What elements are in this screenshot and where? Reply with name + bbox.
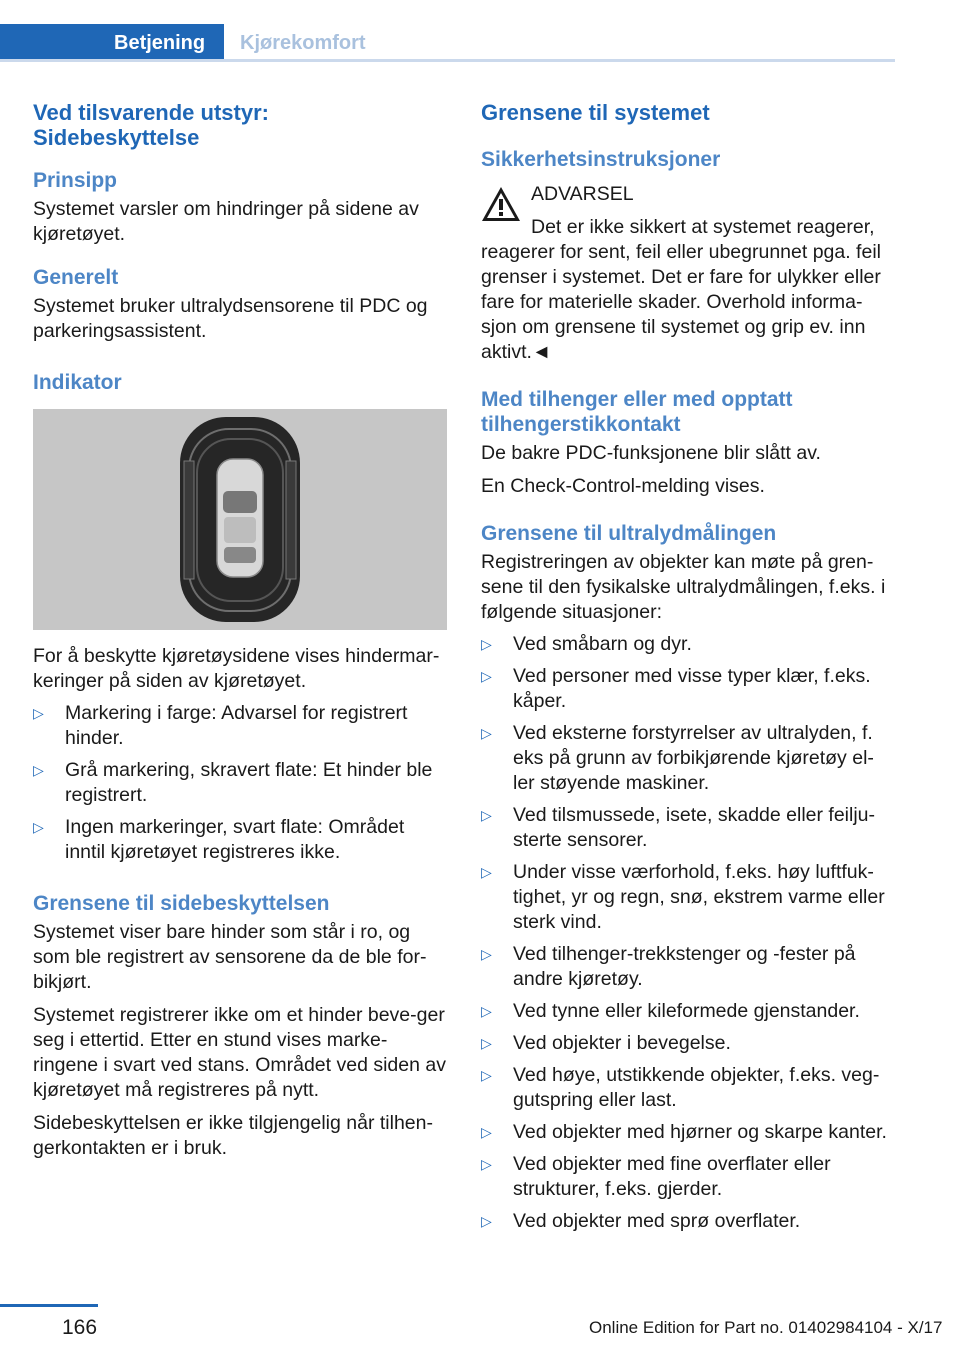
triangle-bullet-icon: ▷ xyxy=(481,725,492,741)
list-item: ▷ Ved objekter i bevegelse. xyxy=(481,1032,731,1054)
tab-betjening[interactable]: Betjening xyxy=(0,24,224,62)
triangle-bullet-icon: ▷ xyxy=(481,1213,492,1229)
text-grensene-1: Systemet viser bare hinder som står i ro, og som ble registrert av sensorene da de ble for-bikjørt. xyxy=(33,921,427,993)
list-item: ▷ Ved eksterne forstyrrelser av ultralyden, f. eks på grunn av forbikjørende kjøretøy el-ler støyende maskiner. xyxy=(481,722,874,794)
triangle-bullet-icon: ▷ xyxy=(481,946,492,962)
heading-ultralydmalingen: Grensene til ultralydmålingen xyxy=(481,522,777,545)
list-item: ▷ Ved høye, utstikkende objekter, f.eks. veg-gutspring eller last. xyxy=(481,1064,880,1111)
edition-text: Online Edition for Part no. 01402984104 - X/17 xyxy=(589,1318,943,1337)
text-tilhenger-1: De bakre PDC-funksjonene blir slått av. xyxy=(481,442,821,464)
list-item: ▷ Grå markering, skravert flate: Et hinder ble registrert. xyxy=(33,759,433,806)
list-item: ▷ Ved objekter med hjørner og skarpe kanter. xyxy=(481,1121,887,1143)
ultrasound-limits-list xyxy=(481,632,895,1234)
heading-prinsipp: Prinsipp xyxy=(33,169,118,192)
heading-grensene-sidebeskyttelsen: Grensene til sidebeskyttelsen xyxy=(33,892,330,915)
indicator-list xyxy=(33,701,447,865)
text-generelt: Systemet bruker ultralydsensorene til PDC og parkeringsassistent. xyxy=(33,295,428,342)
triangle-bullet-icon: ▷ xyxy=(481,1156,492,1172)
triangle-bullet-icon: ▷ xyxy=(481,1035,492,1051)
car-surround-graphic xyxy=(180,417,300,622)
triangle-bullet-icon: ▷ xyxy=(33,705,44,721)
triangle-bullet-icon: ▷ xyxy=(33,762,44,778)
list-item: ▷ Ved objekter med sprø overflater. xyxy=(481,1210,801,1232)
heading-generelt: Generelt xyxy=(33,266,119,289)
heading-tilhenger: Med tilhenger eller med opptatt tilhengerstikkontakt xyxy=(481,388,793,436)
heading-indikator: Indikator xyxy=(33,371,122,394)
list-item: ▷ Ingen markeringer, svart flate: Området inntil kjøretøyet registreres ikke. xyxy=(33,816,405,863)
warning-text-rest: reagerer for sent, feil eller ubegrunnet pga. feil grenser i systemet. Det er fare for ulykker eller fare for materielle skader. Overhold informa-sjon om grensene til systemet og grip ev. inn aktivt.◄ xyxy=(481,241,881,363)
list-item: ▷ Ved tilhenger-trekkstenger og -fester på andre kjøretøy. xyxy=(481,943,856,990)
warning-block xyxy=(481,182,895,365)
side-protection-display-figure xyxy=(33,409,447,630)
tab-kjorekomfort[interactable]: Kjørekomfort xyxy=(240,32,366,54)
text-prinsipp: Systemet varsler om hindringer på sidene av kjøretøyet. xyxy=(33,198,419,245)
list-item: ▷ Ved tilsmussede, isete, skadde eller feilju-sterte sensorer. xyxy=(481,804,876,851)
text-grensene-3: Sidebeskyttelsen er ikke tilgjengelig når tilhen-gerkontakten er i bruk. xyxy=(33,1112,433,1159)
heading-sikkerhetsinstruksjoner: Sikkerhetsinstruksjoner xyxy=(481,148,721,171)
triangle-bullet-icon: ▷ xyxy=(481,864,492,880)
triangle-bullet-icon: ▷ xyxy=(481,1067,492,1083)
triangle-bullet-icon: ▷ xyxy=(481,636,492,652)
triangle-bullet-icon: ▷ xyxy=(481,668,492,684)
list-item: ▷ Ved småbarn og dyr. xyxy=(481,633,692,655)
section-title-sidebeskyttelse: Ved tilsvarende utstyr: Sidebeskyttelse xyxy=(33,100,269,150)
header-tabs xyxy=(0,24,895,62)
triangle-bullet-icon: ▷ xyxy=(481,1003,492,1019)
page-number: 166 xyxy=(62,1316,98,1339)
list-item: ▷ Ved personer med visse typer klær, f.eks. kåper. xyxy=(481,665,871,712)
footer-rule xyxy=(0,1304,98,1307)
right-column xyxy=(481,100,895,1234)
warning-triangle-icon xyxy=(481,186,521,222)
list-item: ▷ Ved objekter med fine overflater eller strukturer, f.eks. gjerder. xyxy=(481,1153,831,1200)
section-title-grensene: Grensene til systemet xyxy=(481,100,710,125)
text-grensene-2: Systemet registrerer ikke om et hinder beve-ger seg i ettertid. Etter en stund vises marke-ringene i svart ved stans. Området ved siden av kjøretøyet må registreres på nytt. xyxy=(33,1004,446,1101)
text-ultralyd-intro: Registreringen av objekter kan møte på gren-sene til den fysikalske ultralydmålingen, f.eks. i følgende situasjoner: xyxy=(481,551,886,623)
text-indikator: For å beskytte kjøretøysidene vises hindermar-keringer på siden av kjøretøyet. xyxy=(33,645,440,692)
text-tilhenger-2: En Check-Control-melding vises. xyxy=(481,475,765,497)
left-column xyxy=(33,100,447,1161)
triangle-bullet-icon: ▷ xyxy=(481,1124,492,1140)
triangle-bullet-icon: ▷ xyxy=(33,819,44,835)
list-item: ▷ Markering i farge: Advarsel for registrert hinder. xyxy=(33,702,408,749)
header-rule xyxy=(0,59,895,62)
warning-text-first: Det er ikke sikkert at systemet reagerer, xyxy=(531,216,875,238)
list-item: ▷ Under visse værforhold, f.eks. høy luftfuk-tighet, yr og regn, snø, ekstrem varme eller sterk vind. xyxy=(481,861,885,933)
list-item: ▷ Ved tynne eller kileformede gjenstander. xyxy=(481,1000,860,1022)
warning-label: ADVARSEL xyxy=(531,183,634,205)
triangle-bullet-icon: ▷ xyxy=(481,807,492,823)
